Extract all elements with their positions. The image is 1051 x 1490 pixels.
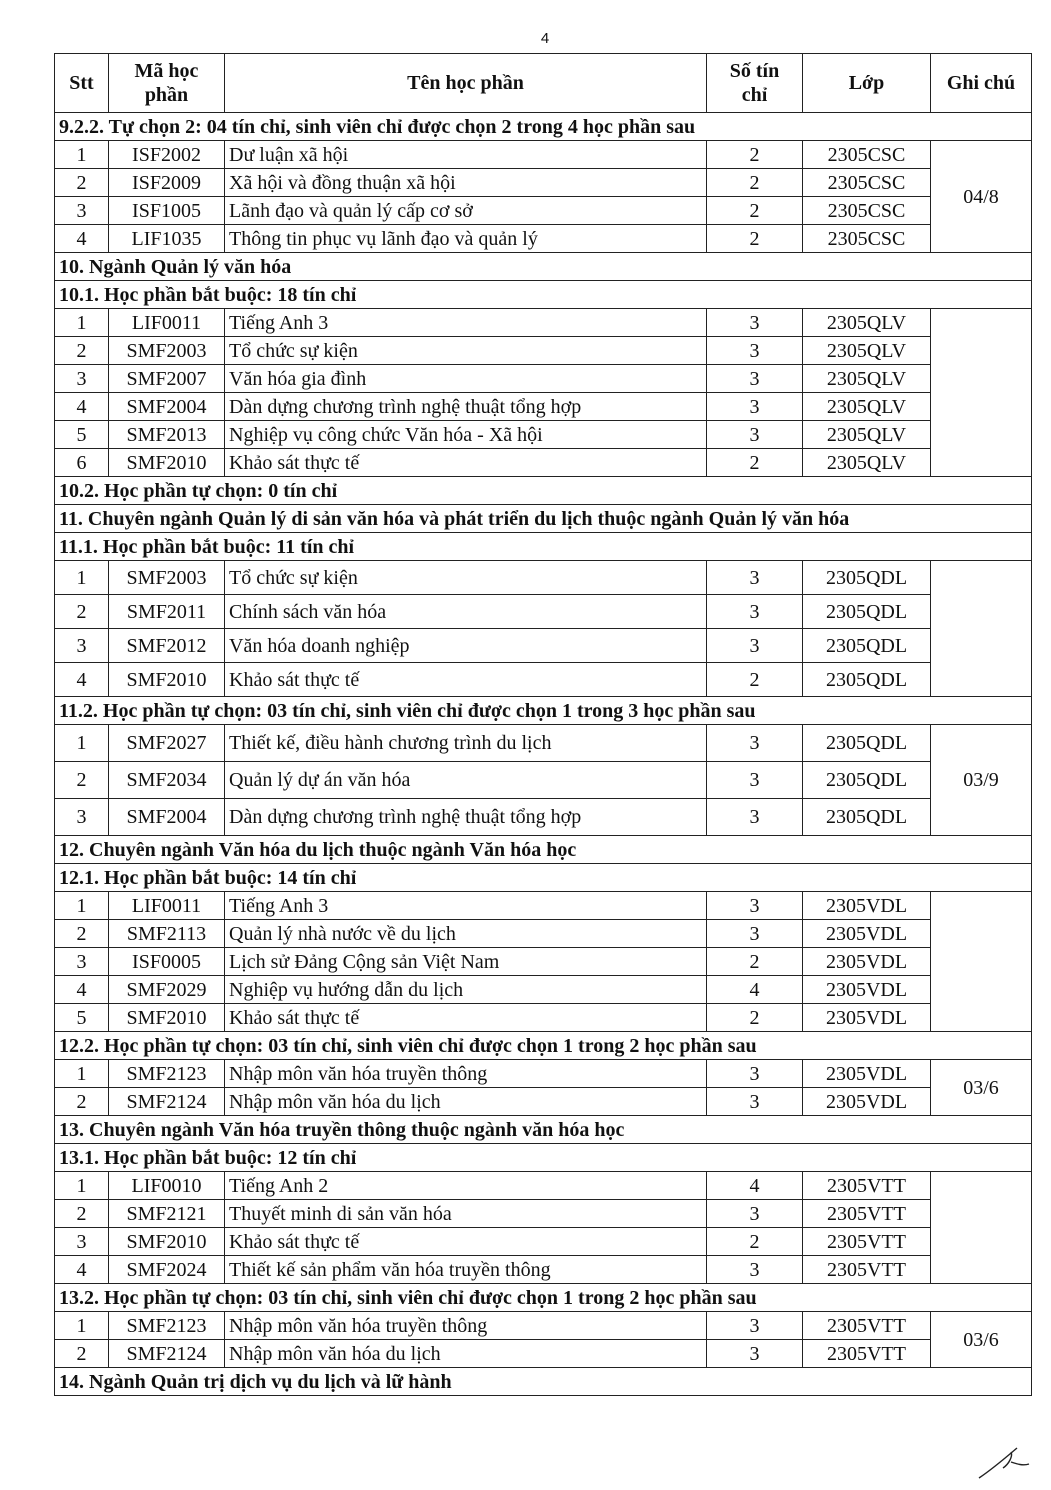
row-course-code: SMF2034 <box>109 762 225 799</box>
row-credits: 3 <box>707 1060 803 1088</box>
row-note: 03/6 <box>931 1312 1032 1368</box>
row-credits: 2 <box>707 225 803 253</box>
row-course-name: Quản lý dự án văn hóa <box>225 762 707 799</box>
row-course-name: Thiết kế sản phẩm văn hóa truyền thông <box>225 1256 707 1284</box>
row-course-name: Nghiệp vụ công chức Văn hóa - Xã hội <box>225 421 707 449</box>
row-stt: 4 <box>55 393 109 421</box>
row-note: 03/9 <box>931 725 1032 836</box>
row-class: 2305VTT <box>803 1340 931 1368</box>
section-title: 13. Chuyên ngành Văn hóa truyền thông thuộc ngành văn hóa học <box>55 1116 1032 1144</box>
row-class: 2305QDL <box>803 561 931 595</box>
row-stt: 3 <box>55 1228 109 1256</box>
table-row <box>55 1228 1032 1256</box>
row-credits: 4 <box>707 976 803 1004</box>
signature-mark <box>973 1442 1033 1482</box>
section-title: 12.2. Học phần tự chọn: 03 tín chỉ, sinh viên chỉ được chọn 1 trong 2 học phần sau <box>55 1032 1032 1060</box>
section-title: 11. Chuyên ngành Quản lý di sản văn hóa và phát triển du lịch thuộc ngành Quản lý văn hóa <box>55 505 1032 533</box>
row-stt: 4 <box>55 1256 109 1284</box>
row-course-code: SMF2010 <box>109 449 225 477</box>
row-class: 2305VDL <box>803 1060 931 1088</box>
section-header-row <box>55 1368 1032 1396</box>
row-credits: 3 <box>707 725 803 762</box>
row-credits: 2 <box>707 948 803 976</box>
table-row <box>55 976 1032 1004</box>
page-number: 4 <box>540 30 550 47</box>
table-row <box>55 1004 1032 1032</box>
row-stt: 3 <box>55 197 109 225</box>
row-credits: 3 <box>707 393 803 421</box>
row-course-name: Dư luận xã hội <box>225 141 707 169</box>
row-credits: 3 <box>707 421 803 449</box>
section-header-row <box>55 697 1032 725</box>
table-body <box>55 113 1032 1396</box>
table-row <box>55 1200 1032 1228</box>
row-class: 2305QLV <box>803 449 931 477</box>
row-class: 2305QDL <box>803 799 931 836</box>
section-title: 11.1. Học phần bắt buộc: 11 tín chỉ <box>55 533 1032 561</box>
row-credits: 3 <box>707 595 803 629</box>
section-title: 10.2. Học phần tự chọn: 0 tín chỉ <box>55 477 1032 505</box>
row-course-code: SMF2124 <box>109 1088 225 1116</box>
row-course-code: LIF0010 <box>109 1172 225 1200</box>
row-course-name: Tiếng Anh 3 <box>225 892 707 920</box>
row-credits: 2 <box>707 197 803 225</box>
table-row <box>55 1088 1032 1116</box>
row-credits: 3 <box>707 892 803 920</box>
row-note <box>931 309 1032 477</box>
row-course-code: SMF2113 <box>109 920 225 948</box>
row-course-code: ISF1005 <box>109 197 225 225</box>
row-course-code: SMF2003 <box>109 337 225 365</box>
row-course-code: LIF0011 <box>109 309 225 337</box>
header-stt: Stt <box>55 54 109 113</box>
row-course-code: SMF2010 <box>109 663 225 697</box>
row-course-name: Khảo sát thực tế <box>225 1228 707 1256</box>
row-course-name: Khảo sát thực tế <box>225 449 707 477</box>
row-course-name: Nghiệp vụ hướng dẫn du lịch <box>225 976 707 1004</box>
row-stt: 4 <box>55 225 109 253</box>
table-row <box>55 561 1032 595</box>
row-credits: 3 <box>707 762 803 799</box>
row-class: 2305QLV <box>803 421 931 449</box>
row-stt: 1 <box>55 309 109 337</box>
section-title: 14. Ngành Quản trị dịch vụ du lịch và lữ hành <box>55 1368 1032 1396</box>
row-course-name: Chính sách văn hóa <box>225 595 707 629</box>
row-course-name: Nhập môn văn hóa truyền thông <box>225 1312 707 1340</box>
row-credits: 2 <box>707 663 803 697</box>
row-class: 2305CSC <box>803 141 931 169</box>
row-stt: 1 <box>55 141 109 169</box>
row-credits: 2 <box>707 169 803 197</box>
row-note <box>931 892 1032 1032</box>
table-row <box>55 1256 1032 1284</box>
row-class: 2305QDL <box>803 663 931 697</box>
row-course-code: LIF1035 <box>109 225 225 253</box>
table-row <box>55 1172 1032 1200</box>
row-credits: 3 <box>707 1256 803 1284</box>
row-class: 2305QLV <box>803 309 931 337</box>
row-stt: 3 <box>55 365 109 393</box>
row-stt: 4 <box>55 663 109 697</box>
table-row <box>55 169 1032 197</box>
table-row <box>55 365 1032 393</box>
row-class: 2305VDL <box>803 1004 931 1032</box>
table-row <box>55 725 1032 762</box>
row-credits: 3 <box>707 365 803 393</box>
row-class: 2305QLV <box>803 337 931 365</box>
row-course-name: Thuyết minh di sản văn hóa <box>225 1200 707 1228</box>
row-course-code: SMF2027 <box>109 725 225 762</box>
row-class: 2305VDL <box>803 920 931 948</box>
row-course-name: Lịch sử Đảng Cộng sản Việt Nam <box>225 948 707 976</box>
row-class: 2305CSC <box>803 225 931 253</box>
row-credits: 2 <box>707 141 803 169</box>
table-row <box>55 920 1032 948</box>
section-header-row <box>55 1144 1032 1172</box>
row-stt: 2 <box>55 595 109 629</box>
row-class: 2305QDL <box>803 595 931 629</box>
row-note <box>931 561 1032 697</box>
row-course-code: SMF2003 <box>109 561 225 595</box>
section-header-row <box>55 1284 1032 1312</box>
row-credits: 3 <box>707 1312 803 1340</box>
row-course-code: SMF2124 <box>109 1340 225 1368</box>
row-stt: 4 <box>55 976 109 1004</box>
section-title: 13.2. Học phần tự chọn: 03 tín chỉ, sinh viên chỉ được chọn 1 trong 2 học phần sau <box>55 1284 1032 1312</box>
row-class: 2305VDL <box>803 948 931 976</box>
header-class: Lớp <box>803 54 931 113</box>
row-credits: 3 <box>707 561 803 595</box>
row-stt: 1 <box>55 725 109 762</box>
table-row <box>55 225 1032 253</box>
row-credits: 3 <box>707 309 803 337</box>
section-header-row <box>55 477 1032 505</box>
row-course-code: ISF0005 <box>109 948 225 976</box>
row-course-name: Nhập môn văn hóa truyền thông <box>225 1060 707 1088</box>
row-class: 2305VDL <box>803 976 931 1004</box>
row-course-name: Dàn dựng chương trình nghệ thuật tổng hợp <box>225 799 707 836</box>
row-class: 2305CSC <box>803 169 931 197</box>
row-class: 2305VDL <box>803 1088 931 1116</box>
row-class: 2305QDL <box>803 629 931 663</box>
row-stt: 2 <box>55 1200 109 1228</box>
row-course-name: Dàn dựng chương trình nghệ thuật tổng hợp <box>225 393 707 421</box>
section-title: 12. Chuyên ngành Văn hóa du lịch thuộc ngành Văn hóa học <box>55 836 1032 864</box>
row-class: 2305VTT <box>803 1312 931 1340</box>
table-row <box>55 892 1032 920</box>
row-course-code: ISF2002 <box>109 141 225 169</box>
row-credits: 3 <box>707 1088 803 1116</box>
row-course-code: SMF2011 <box>109 595 225 629</box>
row-course-name: Thiết kế, điều hành chương trình du lịch <box>225 725 707 762</box>
row-stt: 2 <box>55 1088 109 1116</box>
table-row <box>55 948 1032 976</box>
header-name: Tên học phần <box>225 54 707 113</box>
section-title: 10.1. Học phần bắt buộc: 18 tín chỉ <box>55 281 1032 309</box>
row-stt: 1 <box>55 1172 109 1200</box>
row-stt: 1 <box>55 561 109 595</box>
row-course-name: Tổ chức sự kiện <box>225 561 707 595</box>
table-row <box>55 595 1032 629</box>
table-row <box>55 197 1032 225</box>
row-credits: 3 <box>707 1340 803 1368</box>
row-class: 2305QDL <box>803 762 931 799</box>
section-header-row <box>55 1032 1032 1060</box>
row-class: 2305QDL <box>803 725 931 762</box>
section-header-row <box>55 1116 1032 1144</box>
row-class: 2305VTT <box>803 1172 931 1200</box>
row-credits: 3 <box>707 629 803 663</box>
course-table <box>54 53 1032 1396</box>
row-course-name: Khảo sát thực tế <box>225 663 707 697</box>
table-row <box>55 309 1032 337</box>
row-course-name: Tiếng Anh 2 <box>225 1172 707 1200</box>
row-credits: 3 <box>707 799 803 836</box>
row-note <box>931 1172 1032 1284</box>
section-header-row <box>55 533 1032 561</box>
row-stt: 5 <box>55 1004 109 1032</box>
row-course-code: ISF2009 <box>109 169 225 197</box>
row-course-code: SMF2013 <box>109 421 225 449</box>
row-credits: 2 <box>707 449 803 477</box>
section-title: 12.1. Học phần bắt buộc: 14 tín chỉ <box>55 864 1032 892</box>
section-header-row <box>55 113 1032 141</box>
row-course-code: SMF2024 <box>109 1256 225 1284</box>
row-credits: 4 <box>707 1172 803 1200</box>
row-stt: 1 <box>55 1060 109 1088</box>
row-credits: 2 <box>707 1228 803 1256</box>
row-course-code: SMF2029 <box>109 976 225 1004</box>
row-course-code: LIF0011 <box>109 892 225 920</box>
row-class: 2305VTT <box>803 1256 931 1284</box>
table-row <box>55 141 1032 169</box>
row-stt: 3 <box>55 799 109 836</box>
table-row <box>55 337 1032 365</box>
table-row <box>55 449 1032 477</box>
row-course-name: Xã hội và đồng thuận xã hội <box>225 169 707 197</box>
table-row <box>55 799 1032 836</box>
table-row <box>55 1312 1032 1340</box>
row-course-code: SMF2007 <box>109 365 225 393</box>
row-credits: 3 <box>707 920 803 948</box>
row-course-name: Văn hóa gia đình <box>225 365 707 393</box>
row-course-code: SMF2004 <box>109 799 225 836</box>
header-credits: Số tín chỉ <box>707 54 803 113</box>
row-course-code: SMF2123 <box>109 1312 225 1340</box>
row-stt: 1 <box>55 892 109 920</box>
row-class: 2305QLV <box>803 393 931 421</box>
row-class: 2305VTT <box>803 1200 931 1228</box>
table-row <box>55 663 1032 697</box>
row-course-name: Nhập môn văn hóa du lịch <box>225 1340 707 1368</box>
row-note: 04/8 <box>931 141 1032 253</box>
table-row <box>55 393 1032 421</box>
header-row <box>55 54 1032 113</box>
table-row <box>55 1340 1032 1368</box>
row-course-name: Khảo sát thực tế <box>225 1004 707 1032</box>
row-course-code: SMF2012 <box>109 629 225 663</box>
table-row <box>55 1060 1032 1088</box>
row-stt: 2 <box>55 1340 109 1368</box>
header-note: Ghi chú <box>931 54 1032 113</box>
row-course-code: SMF2123 <box>109 1060 225 1088</box>
section-header-row <box>55 505 1032 533</box>
row-course-name: Nhập môn văn hóa du lịch <box>225 1088 707 1116</box>
row-course-code: SMF2010 <box>109 1228 225 1256</box>
section-title: 10. Ngành Quản lý văn hóa <box>55 253 1032 281</box>
section-title: 13.1. Học phần bắt buộc: 12 tín chỉ <box>55 1144 1032 1172</box>
row-course-code: SMF2004 <box>109 393 225 421</box>
section-title: 11.2. Học phần tự chọn: 03 tín chỉ, sinh viên chỉ được chọn 1 trong 3 học phần sau <box>55 697 1032 725</box>
row-course-name: Quản lý nhà nước về du lịch <box>225 920 707 948</box>
row-course-name: Thông tin phục vụ lãnh đạo và quản lý <box>225 225 707 253</box>
row-credits: 3 <box>707 337 803 365</box>
row-stt: 2 <box>55 337 109 365</box>
section-header-row <box>55 253 1032 281</box>
table-row <box>55 629 1032 663</box>
section-header-row <box>55 281 1032 309</box>
section-header-row <box>55 864 1032 892</box>
row-course-name: Tiếng Anh 3 <box>225 309 707 337</box>
row-class: 2305QLV <box>803 365 931 393</box>
row-stt: 2 <box>55 920 109 948</box>
row-class: 2305VDL <box>803 892 931 920</box>
row-stt: 5 <box>55 421 109 449</box>
row-class: 2305VTT <box>803 1228 931 1256</box>
header-code: Mã học phần <box>109 54 225 113</box>
row-stt: 1 <box>55 1312 109 1340</box>
row-stt: 3 <box>55 629 109 663</box>
row-course-name: Lãnh đạo và quản lý cấp cơ sở <box>225 197 707 225</box>
row-class: 2305CSC <box>803 197 931 225</box>
row-stt: 6 <box>55 449 109 477</box>
row-course-name: Văn hóa doanh nghiệp <box>225 629 707 663</box>
section-header-row <box>55 836 1032 864</box>
row-credits: 2 <box>707 1004 803 1032</box>
row-stt: 2 <box>55 169 109 197</box>
row-course-name: Tổ chức sự kiện <box>225 337 707 365</box>
row-stt: 3 <box>55 948 109 976</box>
table-row <box>55 762 1032 799</box>
row-stt: 2 <box>55 762 109 799</box>
row-course-code: SMF2121 <box>109 1200 225 1228</box>
row-credits: 3 <box>707 1200 803 1228</box>
row-course-code: SMF2010 <box>109 1004 225 1032</box>
section-title: 9.2.2. Tự chọn 2: 04 tín chỉ, sinh viên chỉ được chọn 2 trong 4 học phần sau <box>55 113 1032 141</box>
row-note: 03/6 <box>931 1060 1032 1116</box>
table-row <box>55 421 1032 449</box>
